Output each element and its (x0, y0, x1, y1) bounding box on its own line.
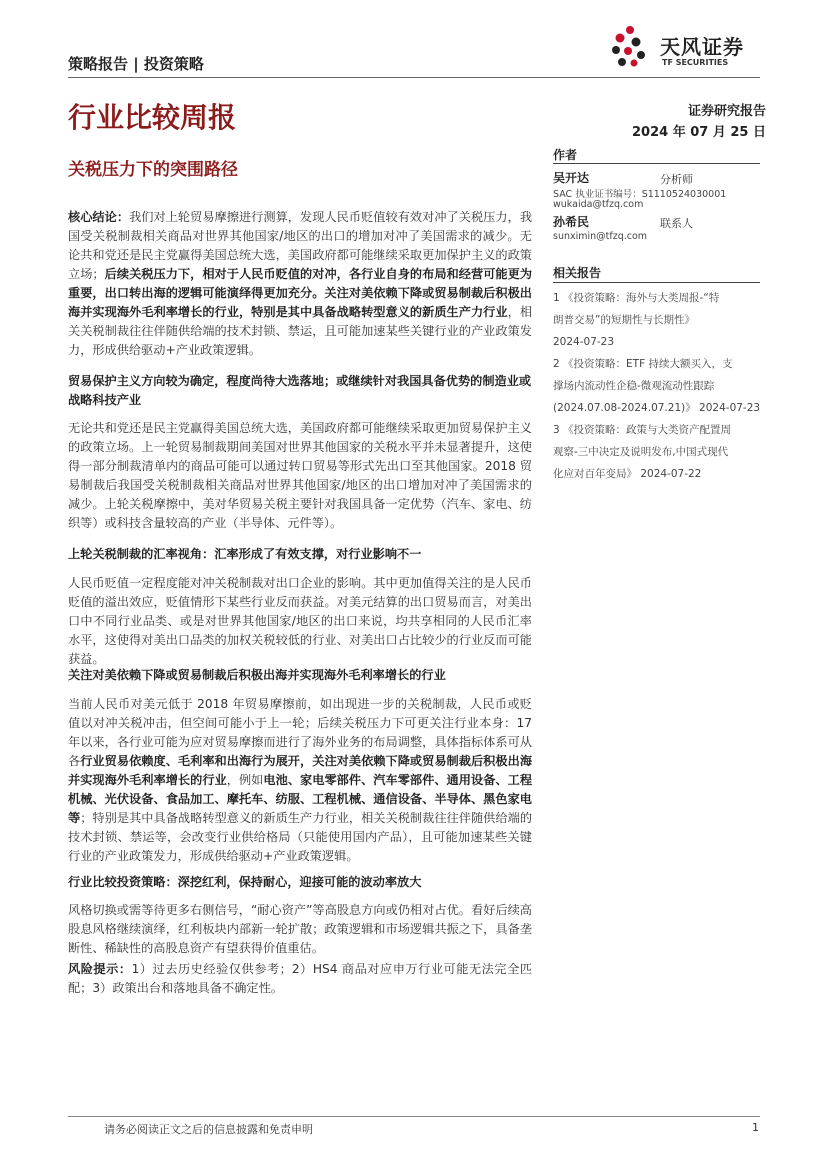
author-email[interactable]: wukaida@tfzq.com (553, 199, 644, 210)
related-divider (553, 282, 760, 283)
section-text-bold: 电池、家电零部件、汽车零部件、通用设备、工程机械、光伏设备、食品加工、摩托车、纺服、工程机械、通信设备、半导体、黑色家电等 (68, 773, 533, 825)
section-paragraph: 无论共和党还是民主党赢得美国总统大选，美国政府都可能继续采取更加贸易保护主义的政策立场。上一轮贸易制裁期间美国对世界其他国家的关税水平并未显著提升，这使得一部分制裁清单内的商品可能可以通过转口贸易等形式先出口至其他国家。2018 贸易制裁后我国受关税制裁相关商品对世界其他国家/地区的出口增加对冲了美国需求的减少。上轮关税摩擦中，美对华贸易关税主要针对我国具备一定优势（汽车、家电、纺织等）或科技含量较高的产业（半导体、元件等）。 (68, 421, 532, 530)
related-reports-list (553, 287, 761, 485)
section-paragraph (68, 695, 532, 866)
core-conclusion (68, 208, 532, 360)
report-category: 策略报告 | 投资策略 (68, 55, 204, 73)
author-email[interactable]: sunximin@tfzq.com (553, 231, 648, 242)
core-conclusion-paragraph (68, 208, 532, 360)
page-title: 行业比较周报 (68, 101, 237, 134)
author-role: 分析师 (660, 173, 693, 186)
section-1 (68, 372, 532, 533)
core-text: ，相关关税制裁往往伴随供给端的技术封锁、禁运，且可能加速某些关键行业的产业政策发力，形成供给驱动+产业政策逻辑。 (68, 305, 533, 357)
page-subtitle: 关税压力下的突围路径 (68, 160, 238, 180)
section-text: 当前人民币对美元低于 2018 年贸易摩擦前，如出现进一步的关税制裁，人民币或贬值以对冲关税冲击，但空间可能小于上一轮；后续关税压力下可更关注行业本身：17 年以来，各行业可能为应对贸易摩擦而进行了海外业务的布局调整，具体指标体系可从各 (68, 697, 532, 768)
author-name: 孙希民 (553, 215, 590, 229)
related-report-line: 1 《投资策略：海外与大类周报-“特 (553, 292, 720, 304)
related-heading: 相关报告 (553, 266, 602, 280)
section-2 (68, 545, 532, 669)
related-report-line: 3 《投资策略：政策与大类资产配置周 (553, 424, 732, 436)
section-paragraph: 人民币贬值一定程度能对冲关税制裁对出口企业的影响。其中更加值得关注的是人民币贬值的溢出效应，贬值情形下某些行业反而获益。对美元结算的出口贸易而言，对美出口中不同行业品类、或是对世界其他国家/地区的出口来说，均共享相同的人民币汇率水平，这使得对美出口品类的加权关税较低的行业、对美出口占比较少的行业反而可能获益。 (68, 576, 532, 666)
risk-warning (68, 960, 532, 998)
footer-disclaimer: 请务必阅读正文之后的信息披露和免责申明 (104, 1123, 313, 1136)
report-date: 2024 年 07 月 25 日 (632, 125, 766, 140)
core-text-bold: 后续关税压力下，相对于人民币贬值的对冲，各行业自身的布局和经营可能更为重要，出口转出海的逻辑可能演绎得更加充分。关注对美依赖下降或贸易制裁后积极出海并实现海外毛利率增长的行业，特别是其中具备战略转型意义的新质生产力行业 (68, 267, 533, 319)
section-heading: 关注对美依赖下降或贸易制裁后积极出海并实现海外毛利率增长的行业 (68, 668, 446, 682)
author-cert: SAC 执业证书编号：S1110524030001 (553, 189, 727, 200)
authors-divider (553, 163, 760, 164)
section-text-bold: 行业贸易依赖度、毛利率和出海行为展开，关注对美依赖下降或贸易制裁后积极出海并实现海外毛利率增长的行业 (68, 754, 533, 787)
related-report-line: 撑场内流动性企稳-微观流动性跟踪 (553, 380, 715, 392)
header-divider (68, 77, 760, 78)
section-heading: 上轮关税制裁的汇率视角：汇率形成了有效支撑，对行业影响不一 (68, 547, 422, 561)
tf-logo-icon (608, 23, 658, 71)
related-report-date: 2024-07-23 (553, 336, 615, 348)
related-report-line: 化应对百年变局》 2024-07-22 (553, 468, 702, 480)
page-number: 1 (752, 1121, 759, 1134)
section-4 (68, 873, 532, 958)
section-text: ，例如 (226, 773, 264, 787)
risk-paragraph (68, 960, 532, 998)
section-paragraph: 风格切换或需等待更多右侧信号，“耐心资产”等高股息方向或仍相对占优。看好后续高股息风格继续演绎，红利板块内部新一轮扩散；政策逻辑和市场逻辑共振之下，具备垄断性、稀缺性的高股息资产有望获得价值重估。 (68, 903, 532, 955)
risk-text: 1）过去历史经验仅供参考；2）HS4 商品对应申万行业可能无法完全匹配；3）政策出台和落地具备不确定性。 (68, 962, 533, 995)
related-report-line: 观察-三中决定及说明发布,中国式现代 (553, 446, 729, 458)
related-report-item[interactable] (553, 287, 761, 353)
risk-label: 风险提示： (68, 962, 132, 976)
core-conclusion-label: 核心结论： (68, 210, 130, 224)
author-role: 联系人 (660, 217, 693, 230)
core-text: 我们对上轮贸易摩擦进行测算，发现人民币贬值较有效对冲了关税压力，我国受关税制裁相关商品对世界其他国家/地区的出口的增加对冲了美国需求的减少。无论共和党还是民主党赢得美国总统大选，美国政府都可能继续采取更加保护主义的政策立场； (68, 210, 533, 281)
section-heading: 贸易保护主义方向较为确定，程度尚待大选落地；或继续针对我国具备优势的制造业或战略科技产业 (68, 374, 532, 407)
report-type: 证券研究报告 (687, 104, 766, 119)
logo-text-en: TF SECURITIES (662, 58, 729, 67)
footer-divider (68, 1116, 760, 1117)
logo-text-cn: 天风证券 (660, 35, 744, 59)
related-report-line: 朗普交易”的短期性与长期性》 (553, 314, 695, 326)
related-report-item[interactable] (553, 419, 761, 485)
related-report-item[interactable] (553, 353, 761, 419)
section-3 (68, 666, 532, 866)
related-report-line: (2024.07.08-2024.07.21)》 2024-07-23 (553, 402, 761, 414)
tf-securities-logo (608, 23, 758, 71)
authors-heading: 作者 (553, 148, 578, 162)
related-report-line: 2 《投资策略：ETF 持续大额买入，支 (553, 358, 733, 370)
section-heading: 行业比较投资策略：深挖红利，保持耐心，迎接可能的波动率放大 (68, 875, 422, 889)
author-name: 吴开达 (553, 171, 590, 185)
section-text: ；特别是其中具备战略转型意义的新质生产力行业，相关关税制裁往往伴随供给端的技术封锁、禁运等，会改变行业供给格局（只能使用国内产品），且可能加速某些关键行业的产业政策发力，形成供给驱动+产业政策逻辑。 (68, 811, 533, 863)
